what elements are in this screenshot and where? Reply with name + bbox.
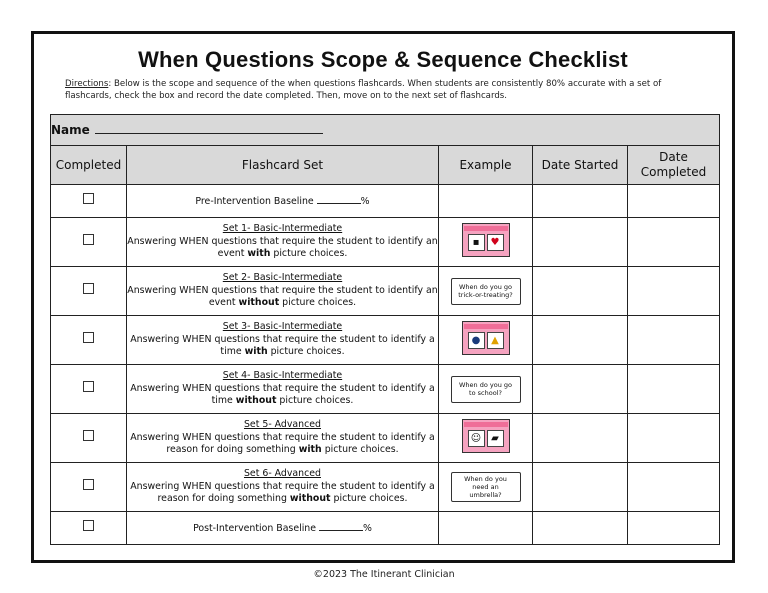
- table-row: [51, 512, 720, 545]
- completed-checkbox[interactable]: [83, 520, 94, 531]
- set-emphasis: with: [298, 444, 322, 456]
- baseline-label: Post-Intervention Baseline: [193, 522, 317, 534]
- completed-checkbox[interactable]: [83, 283, 94, 294]
- completed-checkbox[interactable]: [83, 479, 94, 490]
- set-title: Set 6- Advanced: [243, 468, 321, 480]
- header-example: Example: [439, 146, 533, 185]
- header-date-started: Date Started: [533, 146, 628, 185]
- set-emphasis: without: [238, 297, 280, 309]
- table-row: [51, 463, 720, 512]
- set-description-end: picture choices.: [330, 493, 408, 505]
- copyright-footer: ©2023 The Itinerant Clinician: [313, 569, 455, 580]
- picture-card-image: [462, 321, 510, 355]
- date-started-cell[interactable]: [533, 185, 628, 218]
- card-header-strip: [464, 422, 508, 427]
- date-started-cell[interactable]: [533, 365, 628, 414]
- date-started-cell[interactable]: [533, 463, 628, 512]
- header-completed: Completed: [51, 146, 127, 185]
- table-row: [51, 365, 720, 414]
- set-description-end: picture choices.: [321, 444, 399, 456]
- table-row: [51, 185, 720, 218]
- table-row: [51, 218, 720, 267]
- date-completed-cell[interactable]: [628, 267, 720, 316]
- set-description: Answering WHEN questions that require the student to identify an event: [127, 284, 438, 309]
- set-emphasis: without: [289, 493, 331, 505]
- header-row: [51, 146, 720, 185]
- date-completed-cell[interactable]: [628, 316, 720, 365]
- set-description: Answering WHEN questions that require the student to identify a time: [130, 333, 435, 358]
- set-description: Answering WHEN questions that require the student to identify a reason for doing something: [130, 431, 435, 456]
- date-started-cell[interactable]: [533, 414, 628, 463]
- directions-label: Directions: [65, 79, 109, 89]
- set-title: Set 1- Basic-Intermediate: [222, 223, 343, 235]
- name-label: Name: [51, 123, 90, 137]
- baseline-blank[interactable]: [319, 521, 363, 531]
- example-cell: [439, 512, 533, 545]
- set-description-end: picture choices.: [279, 297, 357, 309]
- example-card: When do you go to school?: [451, 376, 521, 403]
- set-description-end: picture choices.: [276, 395, 354, 407]
- set-title: Set 2- Basic-Intermediate: [222, 272, 343, 284]
- directions: [65, 78, 704, 102]
- set-emphasis: with: [244, 346, 268, 358]
- moon-icon: ●: [468, 332, 485, 349]
- checklist-page: [31, 31, 735, 563]
- date-completed-cell[interactable]: [628, 218, 720, 267]
- table-row: [51, 267, 720, 316]
- directions-text: : Below is the scope and sequence of the when questions flashcards. When students are consistently 80% accurate with a set of flashcards, check the box and record the date completed. Then, move on to the next set of flashcards.: [65, 79, 662, 101]
- completed-checkbox[interactable]: [83, 381, 94, 392]
- date-completed-cell[interactable]: [628, 365, 720, 414]
- example-card: When do you need an umbrella?: [451, 472, 521, 502]
- set-description: Answering WHEN questions that require the student to identify a reason for doing something: [130, 480, 435, 505]
- set-description: Answering WHEN questions that require the student to identify an event: [127, 235, 438, 260]
- shoe-icon: ▰: [487, 430, 504, 447]
- table-row: [51, 316, 720, 365]
- set-emphasis: without: [235, 395, 277, 407]
- table-row: [51, 414, 720, 463]
- date-started-cell[interactable]: [533, 512, 628, 545]
- completed-checkbox[interactable]: [83, 234, 94, 245]
- example-card: When do you go trick-or-treating?: [451, 278, 521, 305]
- set-title: Set 4- Basic-Intermediate: [222, 370, 343, 382]
- set-title: Set 3- Basic-Intermediate: [222, 321, 343, 333]
- card-header-strip: [464, 226, 508, 231]
- date-started-cell[interactable]: [533, 316, 628, 365]
- date-started-cell[interactable]: [533, 218, 628, 267]
- heart-icon: ♥: [487, 234, 504, 251]
- baseline-label: Pre-Intervention Baseline: [195, 195, 314, 207]
- card-header-strip: [464, 324, 508, 329]
- date-completed-cell[interactable]: [628, 463, 720, 512]
- set-description-end: picture choices.: [270, 248, 348, 260]
- name-line[interactable]: [95, 123, 323, 134]
- example-cell: [439, 185, 533, 218]
- header-flashcard-set: Flashcard Set: [127, 146, 439, 185]
- page-title: When Questions Scope & Sequence Checklist: [138, 47, 628, 72]
- baseline-blank[interactable]: [317, 194, 361, 204]
- picture-card-image: [462, 223, 510, 257]
- picture-card-image: [462, 419, 510, 453]
- set-description: Answering WHEN questions that require the student to identify a time: [130, 382, 435, 407]
- set-description-end: picture choices.: [267, 346, 345, 358]
- checklist-table: [50, 114, 720, 545]
- person-icon: ☺: [468, 430, 485, 447]
- name-row: [51, 115, 720, 146]
- date-completed-cell[interactable]: [628, 185, 720, 218]
- set-title: Set 5- Advanced: [243, 419, 321, 431]
- percent-sign: %: [363, 522, 372, 534]
- date-completed-cell[interactable]: [628, 512, 720, 545]
- completed-checkbox[interactable]: [83, 193, 94, 204]
- completed-checkbox[interactable]: [83, 430, 94, 441]
- sunrise-icon: ▲: [487, 332, 504, 349]
- set-emphasis: with: [247, 248, 271, 260]
- event-picture-icon: ▪: [468, 234, 485, 251]
- date-completed-cell[interactable]: [628, 414, 720, 463]
- date-started-cell[interactable]: [533, 267, 628, 316]
- completed-checkbox[interactable]: [83, 332, 94, 343]
- percent-sign: %: [360, 195, 370, 207]
- header-date-completed: Date Completed: [628, 146, 720, 185]
